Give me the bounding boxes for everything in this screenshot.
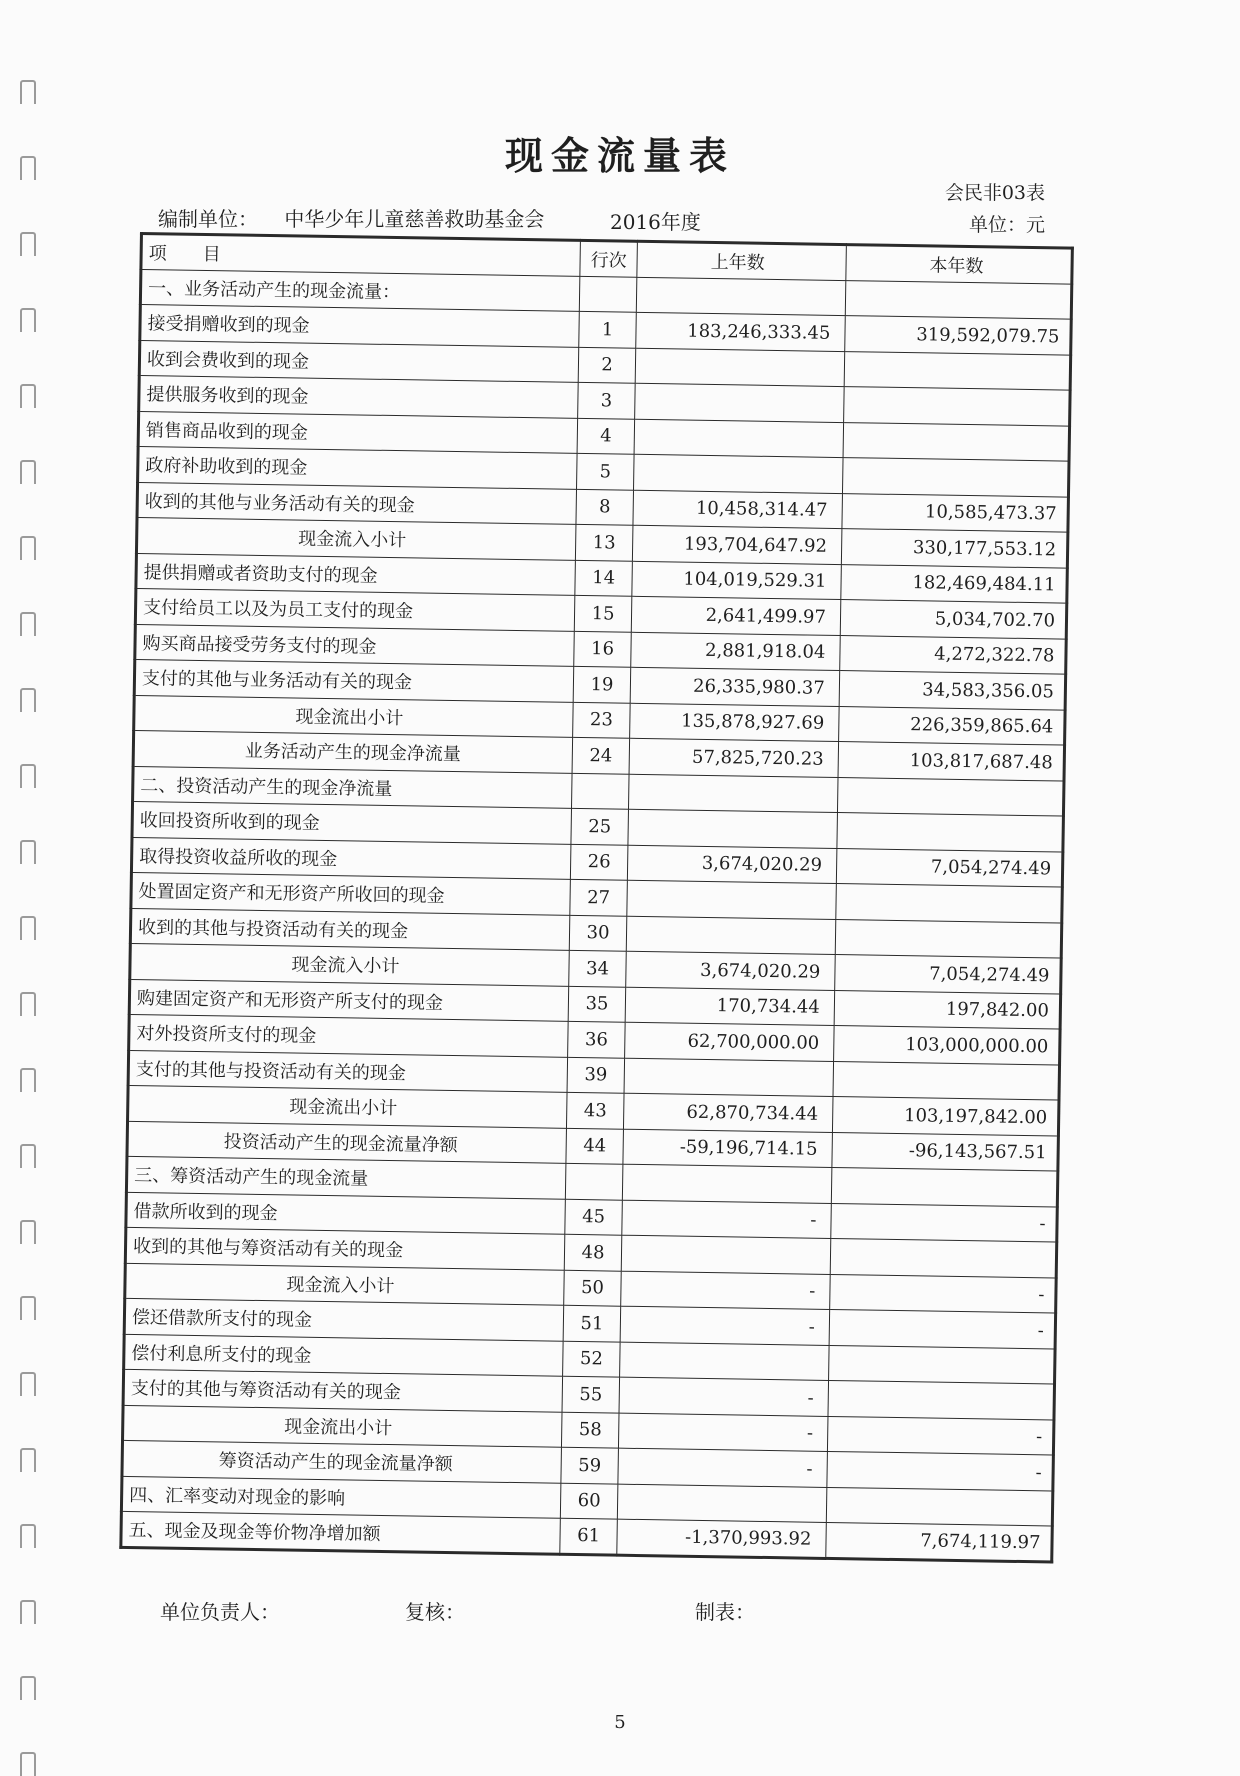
binding-hole-mark [20,1676,36,1700]
binding-hole-mark [20,460,36,484]
row-line-number: 1 [578,311,636,347]
binding-hole-mark [20,840,36,864]
row-previous-year [629,774,838,813]
row-line-number: 36 [567,1021,625,1057]
row-previous-year [622,1235,831,1274]
row-line-number: 3 [577,382,635,418]
row-line-number: 13 [575,524,633,560]
row-line-number: 52 [562,1341,620,1377]
row-item: 现金流出小计 [128,1085,567,1127]
row-line-number: 5 [576,453,634,489]
preparer-label: 制表： [695,1600,755,1624]
cash-flow-table [119,232,1074,1563]
row-item: 购建固定资产和无形资产所支付的现金 [129,979,568,1021]
row-line-number: 23 [572,702,630,738]
row-item: 收到会费收到的现金 [139,340,578,382]
row-current-year: - [831,1203,1058,1242]
row-previous-year [625,1058,834,1097]
row-item: 支付给员工以及为员工支付的现金 [135,588,574,630]
row-current-year [826,1487,1053,1526]
row-previous-year: - [622,1200,831,1239]
row-current-year: 319,592,079.75 [845,316,1072,355]
row-current-year [843,387,1070,426]
binding-holes [20,0,44,1753]
row-line-number: 35 [568,986,626,1022]
row-previous-year: - [621,1271,830,1310]
row-item: 偿付利息所支付的现金 [124,1334,563,1376]
row-previous-year [618,1484,827,1523]
row-previous-year: 183,246,333.45 [636,312,845,351]
row-line-number: 55 [562,1376,620,1412]
row-item: 现金流入小计 [130,943,569,985]
row-line-number: 50 [563,1270,621,1306]
row-current-year: 103,197,842.00 [832,1096,1059,1135]
row-item: 投资活动产生的现金流量净额 [127,1121,566,1163]
compiler-label: 编制单位： [158,207,258,231]
row-current-year: - [827,1451,1054,1490]
row-line-number: 34 [568,950,626,986]
binding-hole-mark [20,1068,36,1092]
form-code: 会民非03表 [944,182,1045,204]
row-item: 收到的其他与业务活动有关的现金 [137,482,576,524]
binding-hole-mark [20,1448,36,1472]
row-previous-year: 2,641,499.97 [632,596,841,635]
binding-hole-mark [20,612,36,636]
row-item: 收到的其他与筹资活动有关的现金 [125,1227,564,1269]
row-current-year [830,1238,1057,1277]
row-item: 借款所收到的现金 [126,1192,565,1234]
row-current-year: 103,817,687.48 [838,742,1065,781]
row-line-number: 25 [571,808,629,844]
row-current-year: 226,359,865.64 [838,706,1065,745]
binding-hole-mark [20,1600,36,1624]
row-item: 五、现金及现金等价物净增加额 [121,1511,560,1553]
row-current-year [836,884,1063,923]
row-item: 现金流入小计 [136,517,575,559]
row-current-year [842,458,1069,497]
binding-hole-mark [20,384,36,408]
binding-hole-mark [20,80,36,104]
row-item: 一、业务活动产生的现金流量： [140,269,579,311]
row-current-year [844,351,1071,390]
row-line-number: 14 [574,560,632,596]
row-current-year: 7,674,119.97 [826,1522,1053,1561]
row-line-number: 58 [561,1412,619,1448]
row-previous-year [635,419,844,458]
row-item: 四、汇率变动对现金的影响 [121,1476,560,1518]
row-previous-year: 193,704,647.92 [633,525,842,564]
row-previous-year: - [619,1413,828,1452]
row-previous-year: 26,335,980.37 [631,667,840,706]
header-previous: 上年数 [637,241,846,280]
row-line-number [565,1163,623,1199]
row-item: 现金流出小计 [123,1405,562,1447]
binding-hole-mark [20,1752,36,1776]
row-current-year [845,280,1072,319]
currency-unit: 单位：元 [968,214,1045,236]
row-previous-year [623,1164,832,1203]
binding-hole-mark [20,916,36,940]
row-item: 支付的其他与投资活动有关的现金 [128,1050,567,1092]
row-line-number: 51 [563,1305,621,1341]
row-current-year: 103,000,000.00 [833,1025,1060,1064]
row-line-number: 60 [560,1483,618,1519]
row-item: 对外投资所支付的现金 [129,1014,568,1056]
row-item: 购买商品接受劳务支付的现金 [135,624,574,666]
row-item: 取得投资收益所收的现金 [131,837,570,879]
report-year: 2016年度 [610,210,701,234]
row-item: 现金流入小计 [125,1263,564,1305]
row-item: 收回投资所收到的现金 [132,801,571,843]
row-current-year [828,1345,1055,1384]
row-current-year: 182,469,484.11 [841,564,1068,603]
row-previous-year [627,916,836,955]
row-line-number: 2 [578,347,636,383]
responsible-person-label: 单位负责人： [160,1600,280,1624]
binding-hole-mark [20,232,36,256]
row-previous-year: 3,674,020.29 [626,951,835,990]
binding-hole-mark [20,536,36,560]
row-line-number [571,773,629,809]
row-line-number: 15 [574,595,632,631]
row-line-number: 59 [561,1447,619,1483]
row-current-year: - [827,1416,1054,1455]
row-line-number: 61 [559,1518,617,1554]
row-previous-year: - [618,1448,827,1487]
row-previous-year: 3,674,020.29 [628,845,837,884]
row-line-number: 26 [570,844,628,880]
row-line-number: 27 [569,879,627,915]
row-current-year: - [829,1309,1056,1348]
binding-hole-mark [20,992,36,1016]
document-title: 现金流量表 [504,133,735,178]
row-current-year [837,777,1064,816]
row-item: 提供服务收到的现金 [139,376,578,418]
binding-hole-mark [20,1296,36,1320]
row-line-number: 39 [567,1057,625,1093]
row-current-year: 5,034,702.70 [840,600,1067,639]
row-current-year: -96,143,567.51 [832,1132,1059,1171]
row-current-year: 7,054,274.49 [836,848,1063,887]
row-item: 销售商品收到的现金 [138,411,577,453]
row-item: 现金流出小计 [134,695,573,737]
row-line-number: 44 [566,1128,624,1164]
header-current: 本年数 [846,245,1073,284]
row-current-year: 4,272,322.78 [840,635,1067,674]
row-previous-year [635,383,844,422]
page-number: 5 [614,1712,626,1733]
row-previous-year: - [621,1306,830,1345]
row-previous-year: 170,734.44 [626,987,835,1026]
row-current-year: 10,585,473.37 [842,493,1069,532]
row-item: 提供捐赠或者资助支付的现金 [136,553,575,595]
binding-hole-mark [20,688,36,712]
binding-hole-mark [20,308,36,332]
row-previous-year: 2,881,918.04 [631,632,840,671]
row-item: 支付的其他与业务活动有关的现金 [134,659,573,701]
row-previous-year [628,809,837,848]
row-line-number: 16 [573,631,631,667]
row-line-number: 43 [566,1092,624,1128]
binding-hole-mark [20,1144,36,1168]
row-previous-year [637,277,846,316]
row-line-number: 48 [564,1234,622,1270]
row-item: 筹资活动产生的现金流量净额 [122,1440,561,1482]
row-item: 二、投资活动产生的现金净流量 [133,766,572,808]
row-previous-year: 62,700,000.00 [625,1022,834,1061]
row-current-year [835,919,1062,958]
row-previous-year: 57,825,720.23 [630,738,839,777]
row-previous-year: 62,870,734.44 [624,1093,833,1132]
row-line-number: 24 [572,737,630,773]
row-previous-year: -1,370,993.92 [617,1519,826,1558]
row-previous-year [636,348,845,387]
row-current-year: 197,842.00 [834,990,1061,1029]
row-line-number: 45 [564,1199,622,1235]
binding-hole-mark [20,764,36,788]
row-item: 处置固定资产和无形资产所收回的现金 [131,872,570,914]
header-line: 行次 [579,240,637,276]
row-line-number: 30 [569,915,627,951]
row-current-year: - [830,1274,1057,1313]
row-previous-year [620,1342,829,1381]
row-item: 政府补助收到的现金 [138,446,577,488]
row-line-number: 8 [576,489,634,525]
row-current-year [837,813,1064,852]
row-current-year: 7,054,274.49 [835,955,1062,994]
row-previous-year: 135,878,927.69 [630,703,839,742]
row-line-number [579,276,637,312]
row-line-number: 4 [577,418,635,454]
row-previous-year [634,454,843,493]
row-current-year [828,1380,1055,1419]
row-previous-year: 10,458,314.47 [633,490,842,529]
header-item: 项 目 [141,234,580,276]
row-current-year [843,422,1070,461]
row-previous-year: 104,019,529.31 [632,561,841,600]
row-item: 偿还借款所支付的现金 [124,1298,563,1340]
row-current-year [833,1061,1060,1100]
binding-hole-mark [20,1220,36,1244]
row-current-year: 330,177,553.12 [841,529,1068,568]
row-previous-year: -59,196,714.15 [623,1129,832,1168]
compiler-name: 中华少年儿童慈善救助基金会 [284,207,545,231]
row-line-number: 19 [573,666,631,702]
row-item: 支付的其他与筹资活动有关的现金 [123,1369,562,1411]
row-previous-year [627,880,836,919]
row-current-year: 34,583,356.05 [839,671,1066,710]
row-item: 三、筹资活动产生的现金流量 [126,1156,565,1198]
row-item: 接受捐赠收到的现金 [140,305,579,347]
row-current-year [831,1167,1058,1206]
reviewer-label: 复核： [405,1600,465,1624]
row-item: 收到的其他与投资活动有关的现金 [130,908,569,950]
row-item: 业务活动产生的现金净流量 [133,730,572,772]
binding-hole-mark [20,1372,36,1396]
compiler-line [158,203,544,232]
row-previous-year: - [619,1377,828,1416]
binding-hole-mark [20,1524,36,1548]
